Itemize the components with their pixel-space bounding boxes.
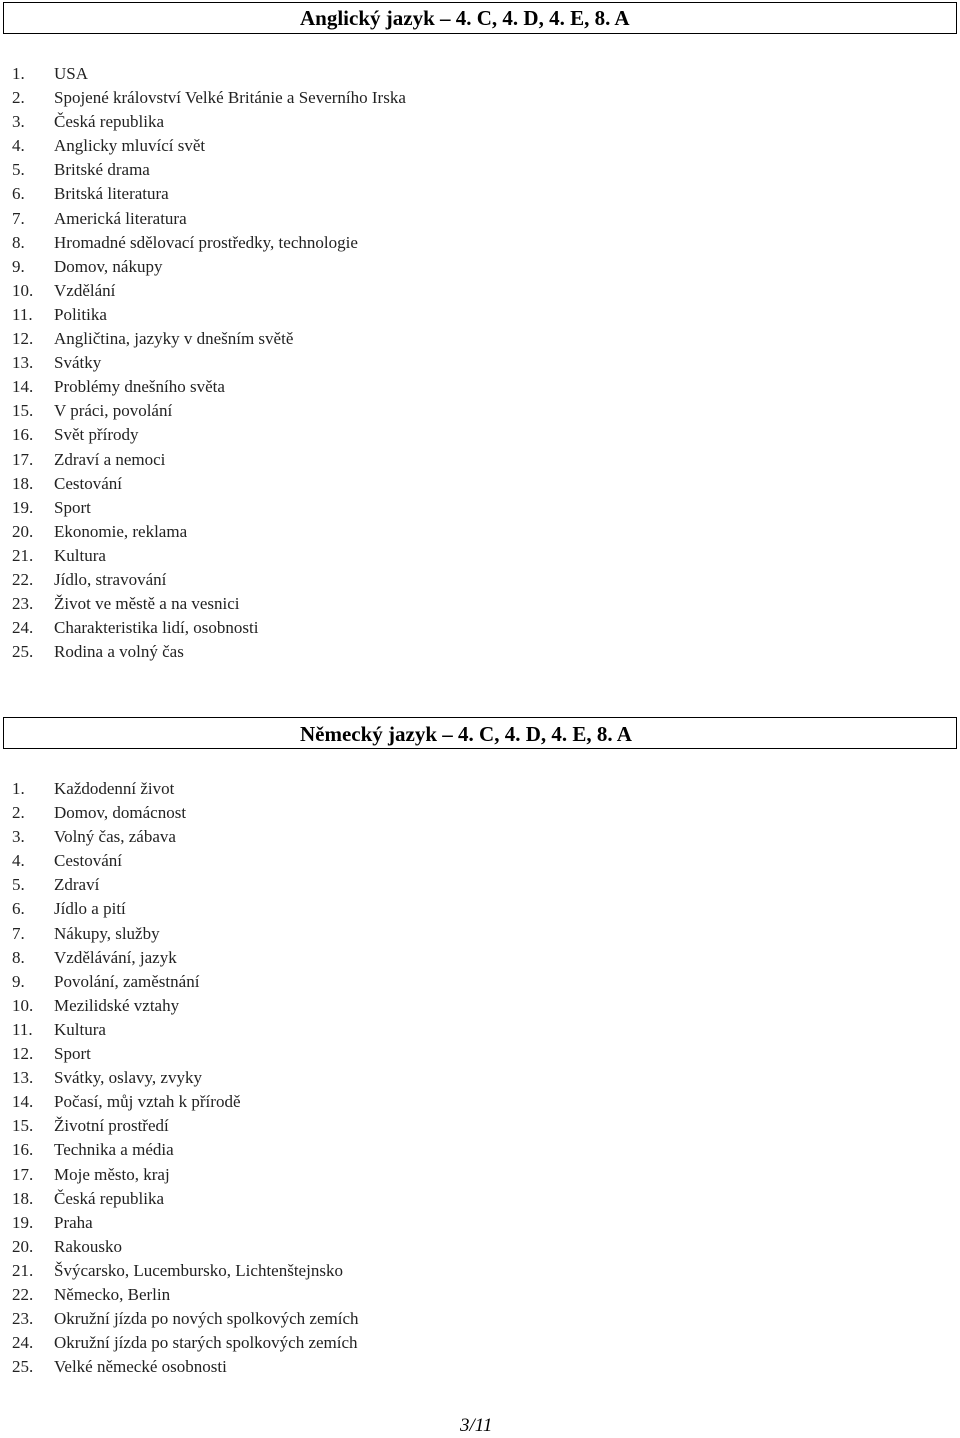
- topic-number: 22.: [12, 569, 34, 589]
- topic-number: 21.: [12, 545, 34, 565]
- topic-number: 2.: [12, 803, 25, 823]
- topic-number: 2.: [12, 88, 25, 108]
- topic-number: 13.: [12, 353, 34, 373]
- topic-number: 24.: [12, 1333, 34, 1353]
- topic-text: Velké německé osobnosti: [54, 1357, 227, 1377]
- topic-number: 14.: [12, 377, 34, 397]
- topic-text: Moje město, kraj: [54, 1164, 170, 1184]
- topic-number: 10.: [12, 995, 34, 1015]
- topic-text: Kultura: [54, 1019, 106, 1039]
- topic-text: Vzdělávání, jazyk: [54, 947, 177, 967]
- topic-text: Německo, Berlin: [54, 1284, 171, 1304]
- topic-number: 18.: [12, 473, 34, 493]
- topic-number: 6.: [12, 184, 25, 204]
- german-section-title: Německý jazyk – 4. C, 4. D, 4. E, 8. A: [300, 722, 632, 746]
- topic-text: Zdraví a nemoci: [54, 449, 166, 469]
- topic-text: Kultura: [54, 545, 106, 565]
- topic-text: Domov, nákupy: [54, 256, 163, 276]
- topic-text: USA: [54, 64, 89, 83]
- topic-text: Politika: [54, 304, 107, 324]
- topic-number: 15.: [12, 401, 34, 421]
- topic-number: 17.: [12, 449, 34, 469]
- topic-text: Praha: [54, 1212, 93, 1232]
- topic-number: 12.: [12, 329, 34, 349]
- topic-number: 9.: [12, 971, 25, 991]
- topic-text: Svět přírody: [54, 425, 139, 445]
- topic-text: Anglicky mluvící svět: [54, 136, 206, 156]
- topic-text: Mezilidské vztahy: [54, 995, 180, 1015]
- topic-text: Ekonomie, reklama: [54, 521, 188, 541]
- topic-text: Každodenní život: [54, 779, 175, 798]
- topic-number: 1.: [12, 779, 25, 798]
- page-number: 3/11: [460, 1415, 493, 1436]
- topic-text: Životní prostředí: [54, 1116, 169, 1136]
- topic-number: 11.: [12, 304, 33, 324]
- topic-number: 17.: [12, 1164, 34, 1184]
- english-section-title: Anglický jazyk – 4. C, 4. D, 4. E, 8. A: [300, 6, 630, 30]
- topic-text: Jídlo a pití: [54, 899, 126, 919]
- topic-text: Okružní jízda po starých spolkových zemích: [54, 1333, 358, 1353]
- topic-text: Svátky, oslavy, zvyky: [54, 1068, 202, 1088]
- topic-number: 4.: [12, 136, 25, 156]
- topic-number: 11.: [12, 1019, 33, 1039]
- topic-text: Rodina a volný čas: [54, 642, 184, 662]
- topic-text: Povolání, zaměstnání: [54, 971, 200, 991]
- topic-text: Britská literatura: [54, 184, 169, 204]
- topic-number: 12.: [12, 1044, 34, 1064]
- topic-text: Jídlo, stravování: [54, 569, 167, 589]
- topic-text: Cestování: [54, 473, 122, 493]
- topic-text: Nákupy, služby: [54, 923, 160, 943]
- topic-text: Česká republika: [54, 112, 164, 132]
- topic-text: Česká republika: [54, 1188, 164, 1208]
- topic-number: 9.: [12, 256, 25, 276]
- topic-number: 23.: [12, 1309, 34, 1329]
- topic-text: Rakousko: [54, 1236, 122, 1256]
- topic-text: Svátky: [54, 353, 102, 373]
- topic-text: Sport: [54, 497, 91, 517]
- topic-text: Domov, domácnost: [54, 803, 187, 823]
- topic-number: 25.: [12, 642, 34, 662]
- topic-text: Charakteristika lidí, osobnosti: [54, 618, 259, 638]
- topic-number: 20.: [12, 521, 34, 541]
- topic-text: Problémy dnešního světa: [54, 377, 225, 397]
- topic-number: 15.: [12, 1116, 34, 1136]
- topic-number: 19.: [12, 497, 34, 517]
- topic-number: 18.: [12, 1188, 34, 1208]
- topic-number: 16.: [12, 425, 34, 445]
- topic-number: 19.: [12, 1212, 34, 1232]
- topic-text: Život ve městě a na vesnici: [54, 594, 240, 614]
- topic-text: Americká literatura: [54, 208, 187, 228]
- topic-number: 24.: [12, 618, 34, 638]
- topic-text: Zdraví: [54, 875, 100, 895]
- topic-number: 3.: [12, 827, 25, 847]
- topic-number: 7.: [12, 923, 25, 943]
- topic-number: 13.: [12, 1068, 34, 1088]
- topic-number: 20.: [12, 1236, 34, 1256]
- topic-text: Hromadné sdělovací prostředky, technologie: [54, 232, 358, 252]
- topic-text: Okružní jízda po nových spolkových zemích: [54, 1309, 359, 1329]
- topic-text: Volný čas, zábava: [54, 827, 176, 847]
- topic-text: Počasí, můj vztah k přírodě: [54, 1092, 241, 1112]
- topic-number: 14.: [12, 1092, 34, 1112]
- topic-number: 5.: [12, 160, 25, 180]
- topic-text: Technika a média: [54, 1140, 174, 1160]
- topic-text: Vzdělání: [54, 280, 116, 300]
- topic-number: 25.: [12, 1357, 34, 1377]
- topic-text: Britské drama: [54, 160, 150, 180]
- topic-number: 5.: [12, 875, 25, 895]
- topic-number: 8.: [12, 947, 25, 967]
- topic-text: Švýcarsko, Lucembursko, Lichtenštejnsko: [54, 1260, 343, 1280]
- topic-number: 23.: [12, 594, 34, 614]
- topic-text: Sport: [54, 1044, 91, 1064]
- topic-number: 16.: [12, 1140, 34, 1160]
- topic-number: 6.: [12, 899, 25, 919]
- topic-number: 10.: [12, 280, 34, 300]
- topic-text: Cestování: [54, 851, 122, 871]
- topic-number: 4.: [12, 851, 25, 871]
- topic-number: 22.: [12, 1284, 34, 1304]
- topic-number: 7.: [12, 208, 25, 228]
- topic-text: Spojené království Velké Británie a Severního Irska: [54, 88, 406, 108]
- topic-number: 3.: [12, 112, 25, 132]
- topic-number: 8.: [12, 232, 25, 252]
- topic-number: 1.: [12, 64, 25, 83]
- topic-text: Angličtina, jazyky v dnešním světě: [54, 329, 294, 349]
- topic-text: V práci, povolání: [54, 401, 173, 421]
- topic-number: 21.: [12, 1260, 34, 1280]
